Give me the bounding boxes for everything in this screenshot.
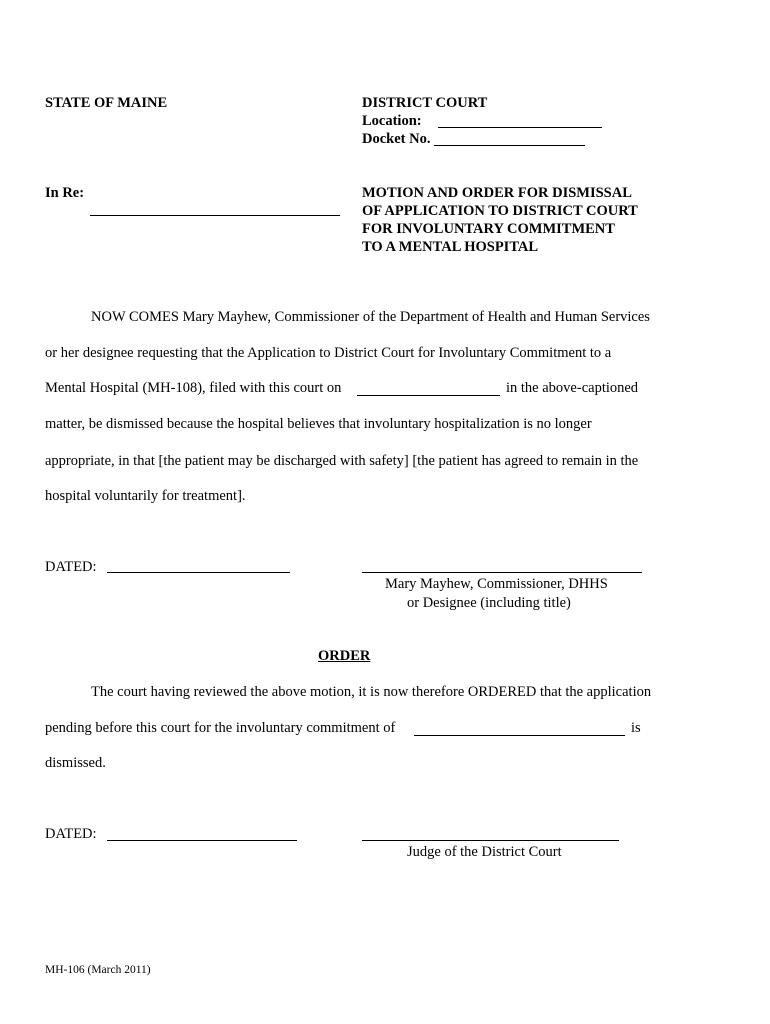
in-re-field[interactable] (90, 215, 340, 216)
patient-name-field[interactable] (414, 735, 625, 736)
judge-label: Judge of the District Court (407, 844, 562, 860)
motion-line-1: NOW COMES Mary Mayhew, Commissioner of the Department of Health and Human Services (91, 309, 650, 325)
designee-label: or Designee (including title) (407, 595, 571, 611)
location-row (362, 112, 422, 130)
dated-label-2: DATED: (45, 826, 97, 842)
title-line-1: MOTION AND ORDER FOR DISMISSAL (362, 185, 632, 201)
motion-line-5: appropriate, in that [the patient may be discharged with safety] [the patient has agreed to remain in the (45, 453, 639, 469)
court-label: DISTRICT COURT (362, 95, 488, 111)
title-line-4: TO A MENTAL HOSPITAL (362, 239, 539, 255)
order-line-2-pre: pending before this court for the involuntary commitment of (45, 720, 396, 736)
order-line-2-post: is (631, 720, 641, 736)
motion-line-3-pre: Mental Hospital (MH-108), filed with this court on (45, 380, 342, 396)
docket-label: Docket No. (362, 131, 431, 147)
motion-line-6: hospital voluntarily for treatment]. (45, 488, 246, 504)
location-label: Location: (362, 113, 422, 129)
order-line-3: dismissed. (45, 755, 106, 771)
filed-date-field[interactable] (357, 395, 500, 396)
dated-field-1[interactable] (107, 572, 290, 573)
judge-signature-field[interactable] (362, 840, 619, 841)
motion-line-3-post: in the above-captioned (506, 380, 639, 396)
in-re-label: In Re: (45, 185, 85, 201)
state-label: STATE OF MAINE (45, 95, 168, 111)
title-line-3: FOR INVOLUNTARY COMMITMENT (362, 221, 615, 237)
commissioner-name: Mary Mayhew, Commissioner, DHHS (385, 576, 608, 592)
docket-field[interactable] (434, 145, 585, 146)
dated-field-2[interactable] (107, 840, 297, 841)
form-id: MH-106 (March 2011) (45, 964, 151, 976)
order-line-1: The court having reviewed the above motion, it is now therefore ORDERED that the application (91, 684, 652, 700)
title-line-2: OF APPLICATION TO DISTRICT COURT (362, 203, 638, 219)
motion-line-2: or her designee requesting that the Application to District Court for Involuntary Commitment to a (45, 345, 612, 361)
motion-line-4: matter, be dismissed because the hospital believes that involuntary hospitalization is no longer (45, 416, 592, 432)
commissioner-signature-field[interactable] (362, 572, 642, 573)
dated-label-1: DATED: (45, 559, 97, 575)
order-heading: ORDER (318, 648, 371, 664)
location-field[interactable] (438, 127, 602, 128)
